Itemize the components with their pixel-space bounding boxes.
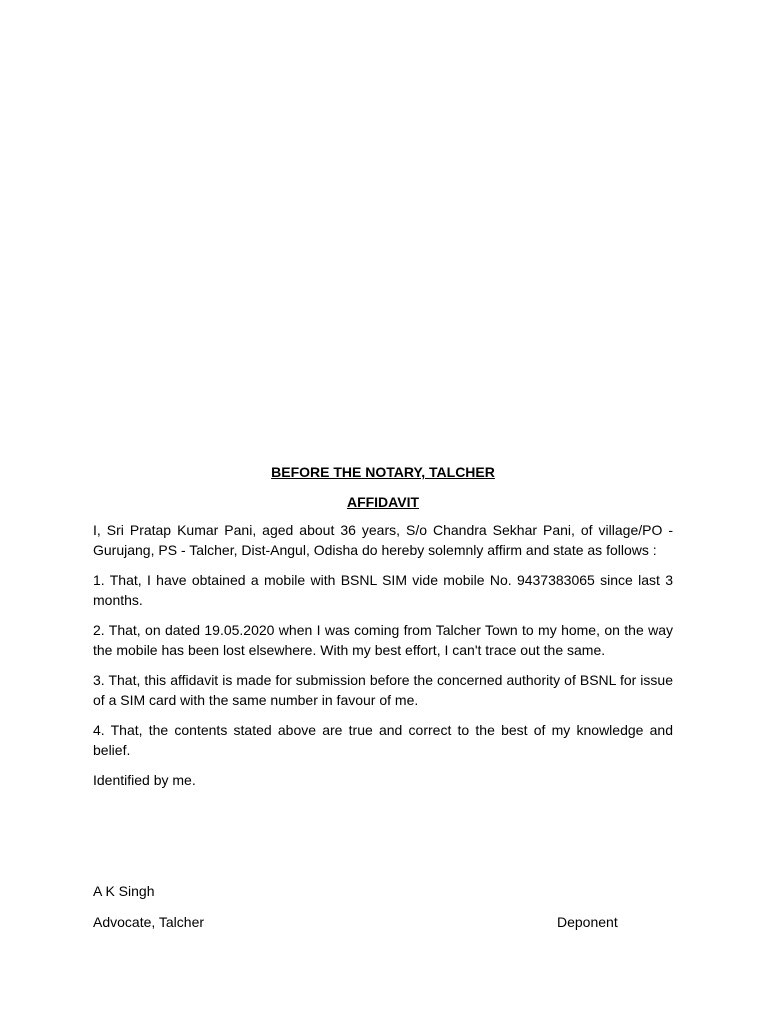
affidavit-body xyxy=(93,462,673,790)
paragraph-1: 1. That, I have obtained a mobile with BSNL SIM vide mobile No. 9437383065 since last 3 months. xyxy=(93,572,673,608)
advocate-name: A K Singh xyxy=(93,883,155,899)
affidavit-title: AFFIDAVIT xyxy=(346,494,420,510)
paragraph-4: 4. That, the contents stated above are true and correct to the best of my knowledge and belief. xyxy=(93,722,673,758)
notary-heading: BEFORE THE NOTARY, TALCHER xyxy=(271,464,495,480)
advocate-title: Advocate, Talcher xyxy=(93,914,205,930)
paragraph-3: 3. That, this affidavit is made for submission before the concerned authority of BSNL for issue of a SIM card with the same number in favour of me. xyxy=(93,672,673,708)
deponent-label: Deponent xyxy=(557,914,618,930)
intro-paragraph: I, Sri Pratap Kumar Pani, aged about 36 years, S/o Chandra Sekhar Pani, of village/PO - Gurujang, PS - Talcher, Dist-Angul, Odisha do hereby solemnly affirm and state as follows : xyxy=(93,522,673,558)
identified-line: Identified by me. xyxy=(93,772,196,788)
paragraph-2: 2. That, on dated 19.05.2020 when I was coming from Talcher Town to my home, on the way the mobile has been lost elsewhere. With my best effort, I can't trace out the same. xyxy=(93,622,673,658)
